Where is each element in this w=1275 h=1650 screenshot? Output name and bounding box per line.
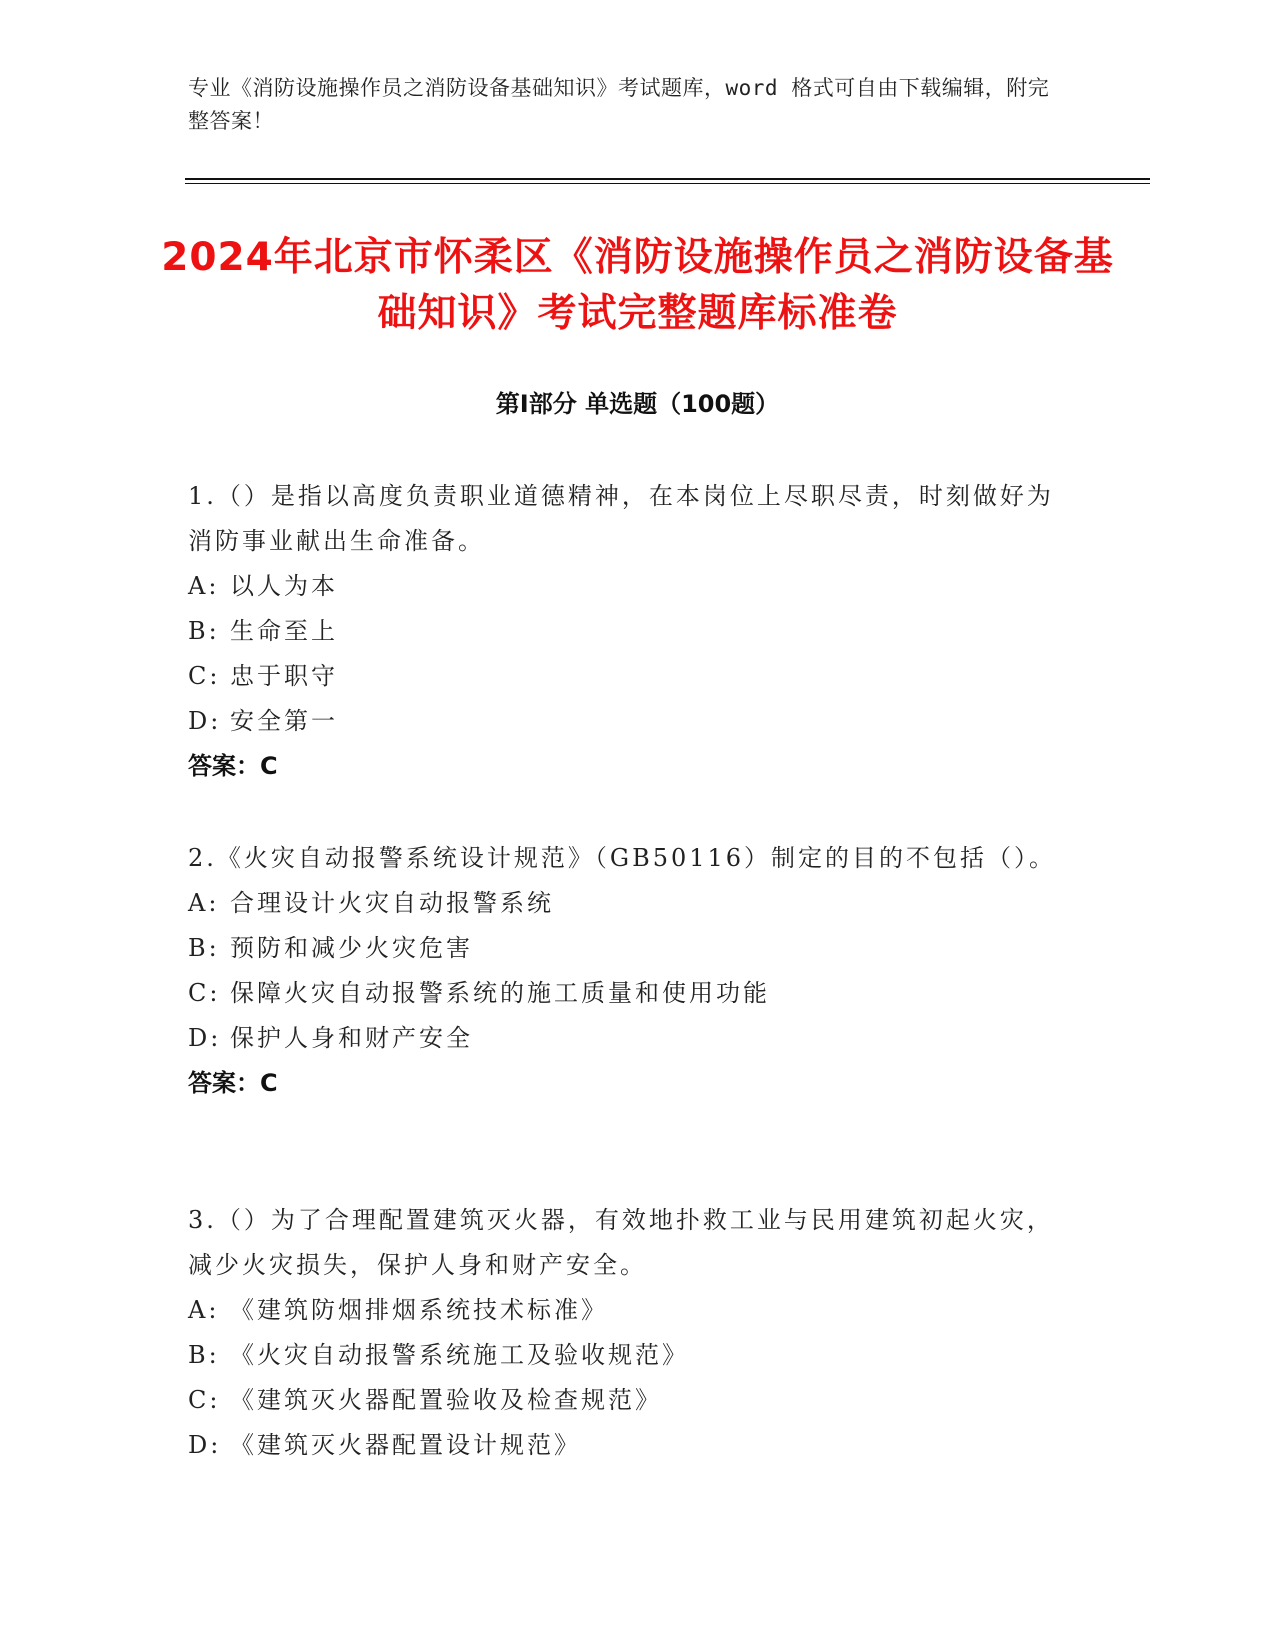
option-b [188, 926, 1068, 971]
option-key: C: [188, 1386, 221, 1414]
option-key: D: [188, 1024, 222, 1052]
option-text: 保障火灾自动报警系统的施工质量和使用功能 [230, 979, 770, 1007]
question-1 [188, 474, 1068, 789]
option-key: A: [188, 1296, 220, 1324]
option-key: A: [188, 889, 220, 917]
option-text: 以人为本 [230, 572, 338, 600]
option-text: 《建筑灭火器配置设计规范》 [230, 1431, 581, 1459]
header-divider [185, 178, 1150, 180]
option-key: D: [188, 1431, 222, 1459]
option-text: 合理设计火灾自动报警系统 [230, 889, 554, 917]
option-text: 安全第一 [230, 707, 338, 735]
option-key: C: [188, 979, 221, 1007]
option-key: B: [188, 617, 220, 645]
option-key: C: [188, 662, 221, 690]
option-c [188, 654, 1068, 699]
option-c [188, 1378, 1068, 1423]
option-b [188, 1333, 1068, 1378]
option-a [188, 881, 1068, 926]
option-key: A: [188, 572, 220, 600]
section-title: 第Ⅰ部分 单选题（100题） [495, 390, 780, 418]
option-a [188, 1288, 1068, 1333]
question-3 [188, 1198, 1068, 1468]
header-note: 专业《消防设施操作员之消防设备基础知识》考试题库，word 格式可自由下载编辑，附完整答案！ [188, 76, 1050, 133]
option-text: 生命至上 [230, 617, 338, 645]
document-title: 2024年北京市怀柔区《消防设施操作员之消防设备基础知识》考试完整题库标准卷 [161, 235, 1114, 336]
header-divider-thin [185, 183, 1150, 184]
option-text: 忠于职守 [230, 662, 338, 690]
option-c [188, 971, 1068, 1016]
option-text: 《建筑灭火器配置验收及检查规范》 [230, 1386, 662, 1414]
option-d [188, 1423, 1068, 1468]
option-d [188, 699, 1068, 744]
answer: 答案：C [188, 1069, 278, 1097]
option-text: 《建筑防烟排烟系统技术标准》 [230, 1296, 608, 1324]
option-d [188, 1016, 1068, 1061]
option-b [188, 609, 1068, 654]
question-stem: 3.（）为了合理配置建筑灭火器，有效地扑救工业与民用建筑初起火灾，减少火灾损失，保护人身和财产安全。 [188, 1206, 1054, 1279]
option-key: D: [188, 707, 222, 735]
option-text: 《火灾自动报警系统施工及验收规范》 [230, 1341, 689, 1369]
option-key: B: [188, 1341, 220, 1369]
option-a [188, 564, 1068, 609]
question-stem: 2.《火灾自动报警系统设计规范》（GB50116）制定的目的不包括（）。 [188, 844, 1057, 872]
question-stem: 1.（）是指以高度负责职业道德精神，在本岗位上尽职尽责，时刻做好为消防事业献出生命准备。 [188, 482, 1054, 555]
answer: 答案：C [188, 752, 278, 780]
option-text: 保护人身和财产安全 [230, 1024, 473, 1052]
option-key: B: [188, 934, 220, 962]
question-2 [188, 836, 1068, 1106]
option-text: 预防和减少火灾危害 [230, 934, 473, 962]
